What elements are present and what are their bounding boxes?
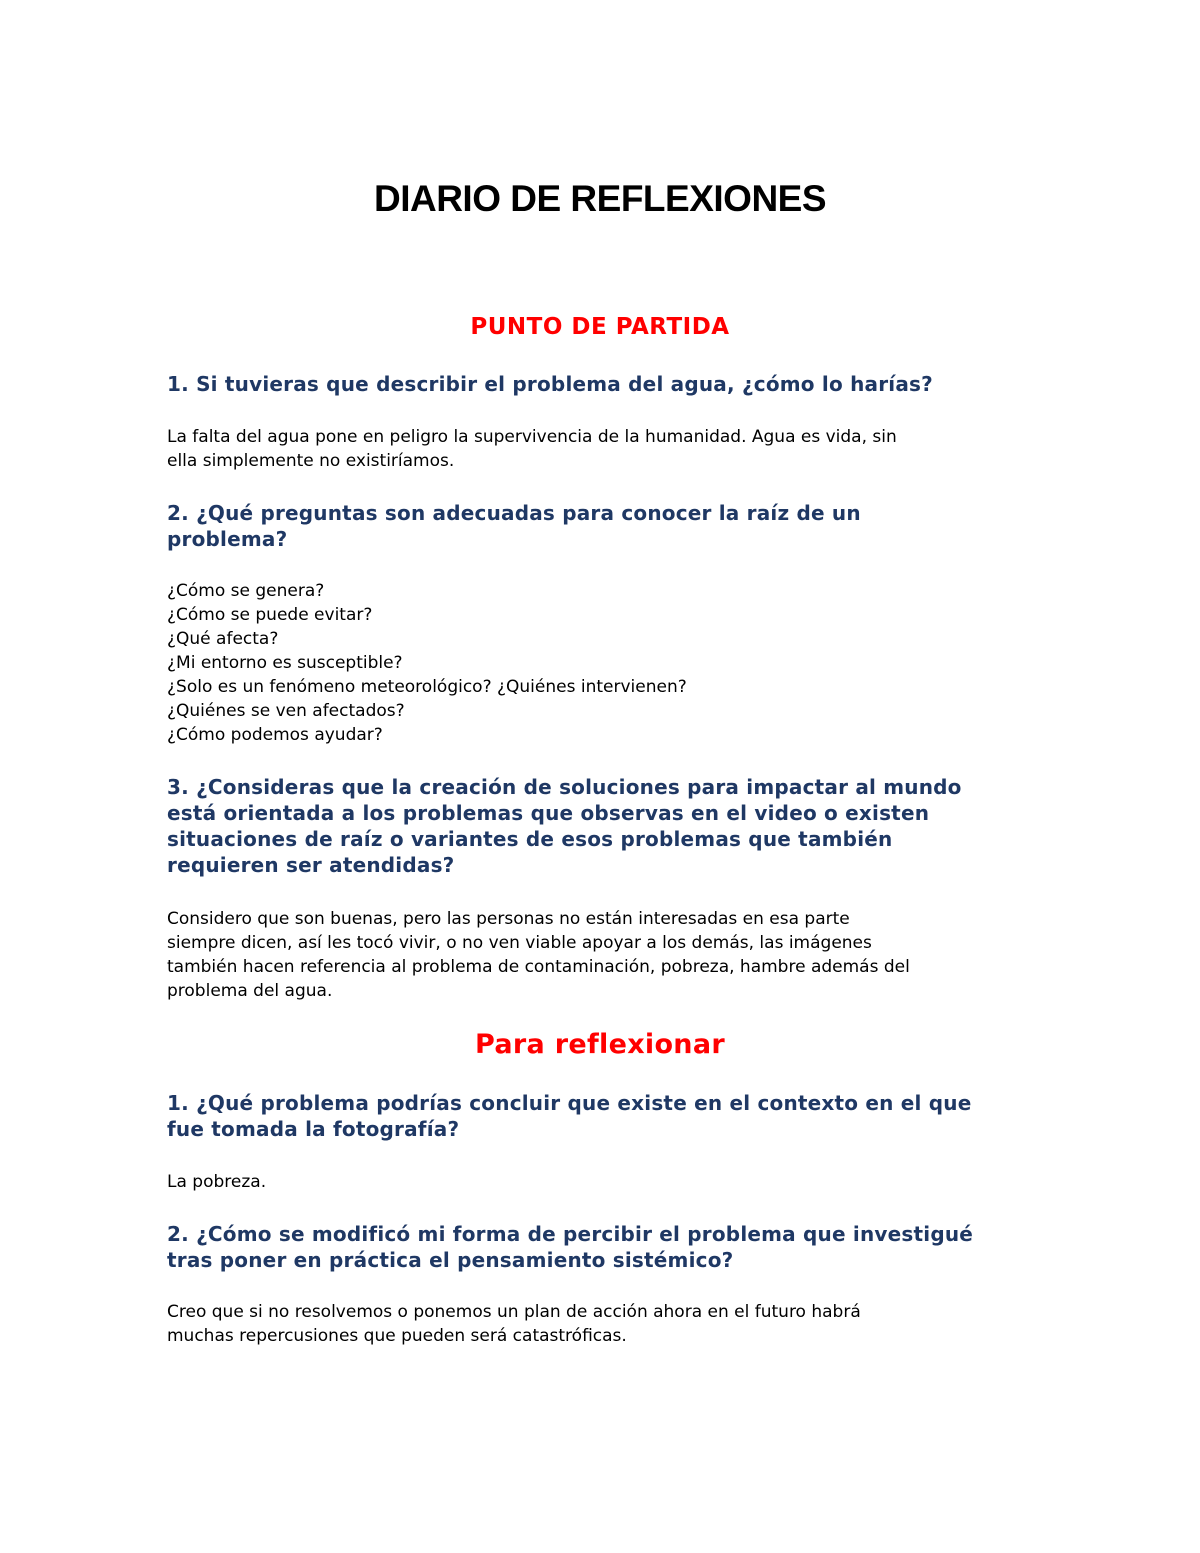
document-title: DIARIO DE REFLEXIONES: [373, 178, 827, 219]
section-heading-para-reflexionar: Para reflexionar: [475, 1029, 725, 1060]
question-line: 2. ¿Cómo se modificó mi forma de percibir el problema que investigué: [167, 1222, 974, 1246]
reflection-answer-1: [167, 1170, 1047, 1194]
question-line: 1. ¿Qué problema podrías concluir que existe en el contexto en el que: [167, 1091, 972, 1115]
list-item: ¿Cómo podemos ayudar?: [167, 725, 383, 745]
answer-line: Considero que son buenas, pero las personas no están interesadas en esa parte: [167, 909, 850, 929]
question-line: requieren ser atendidas?: [167, 853, 455, 877]
question-line: tras poner en práctica el pensamiento sistémico?: [167, 1248, 734, 1272]
section-heading-punto-de-partida: PUNTO DE PARTIDA: [470, 314, 730, 340]
answer-line: La falta del agua pone en peligro la supervivencia de la humanidad. Agua es vida, sin: [167, 427, 897, 447]
answer-line: ella simplemente no existiríamos.: [167, 451, 455, 471]
answer-3: [167, 907, 1047, 1003]
reflection-question-2: [167, 1221, 1047, 1273]
list-item: ¿Quiénes se ven afectados?: [167, 701, 405, 721]
list-item: ¿Qué afecta?: [167, 629, 279, 649]
answer-1: [167, 425, 1047, 473]
reflection-answer-2: [167, 1300, 1047, 1348]
answer-line: muchas repercusiones que pueden será catastróficas.: [167, 1326, 627, 1346]
question-line: 3. ¿Consideras que la creación de soluciones para impactar al mundo: [167, 775, 962, 799]
question-line: 2. ¿Qué preguntas son adecuadas para conocer la raíz de un: [167, 501, 861, 525]
answer-line: siempre dicen, así les tocó vivir, o no ven viable apoyar a los demás, las imágenes: [167, 933, 872, 953]
question-line: 1. Si tuvieras que describir el problema del agua, ¿cómo lo harías?: [167, 372, 933, 396]
list-item: ¿Solo es un fenómeno meteorológico? ¿Quiénes intervienen?: [167, 677, 687, 697]
answer-line: también hacen referencia al problema de contaminación, pobreza, hambre además del: [167, 957, 910, 977]
answer-line: La pobreza.: [167, 1172, 267, 1192]
answer-2-list: [167, 579, 1047, 747]
question-line: está orientada a los problemas que observas en el video o existen: [167, 801, 930, 825]
question-1: [167, 371, 1047, 397]
question-line: problema?: [167, 527, 288, 551]
list-item: ¿Cómo se genera?: [167, 581, 325, 601]
question-line: fue tomada la fotografía?: [167, 1117, 460, 1141]
answer-line: Creo que si no resolvemos o ponemos un plan de acción ahora en el futuro habrá: [167, 1302, 861, 1322]
list-item: ¿Cómo se puede evitar?: [167, 605, 373, 625]
list-item: ¿Mi entorno es susceptible?: [167, 653, 403, 673]
reflection-question-1: [167, 1090, 1047, 1142]
question-line: situaciones de raíz o variantes de esos problemas que también: [167, 827, 893, 851]
answer-line: problema del agua.: [167, 981, 333, 1001]
question-3: [167, 774, 1047, 878]
question-2: [167, 500, 1047, 552]
